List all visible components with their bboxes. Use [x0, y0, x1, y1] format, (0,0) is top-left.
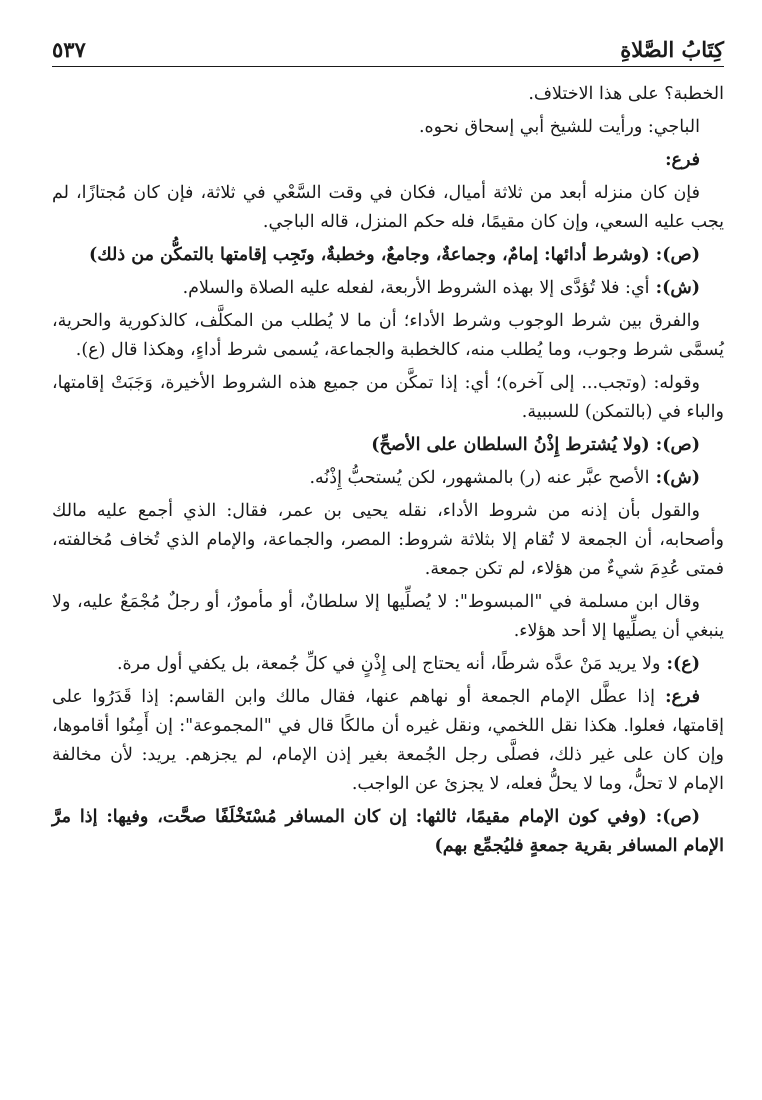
paragraph-lead: فرع: [654, 687, 700, 707]
paragraph-text: فإن كان منزله أبعد من ثلاثة أميال، فكان في وقت السَّعْي في ثلاثة، فإن كان مُجتازًا، لم يجب عليه السعي، وإن كان مقيمًا، فله حكم المنزل، قاله الباجي. [52, 183, 724, 232]
paragraph-lead: (ص): [649, 245, 700, 265]
paragraph [52, 683, 724, 799]
paragraph [52, 803, 724, 861]
running-header [52, 28, 724, 67]
paragraph-text: إذا عطَّل الإمام الجمعة أو نهاهم عنها، فقال مالك وابن القاسم: إذا قَدَرُوا على إقامتها، فعلوا. هكذا نقل اللخمي، ونقل غيره أن مالكًا قال في "المجموعة": إن أَمِنُوا أقاموها، وإن كان على غير ذلك، فصلَّى رجل الجُمعة بغير إذن الإمام، لم يجزهم. يريد: لأن مخالفة الإمام لا تحلُّ، وما لا يحلُّ فعله، لا يجزئ عن الواجب. [52, 687, 724, 794]
paragraph-text: والقول بأن إذنه من شروط الأداء، نقله يحيى بن عمر، فقال: الذي أجمع عليه مالك وأصحابه، أن الجمعة لا تُقام إلا بثلاثة شروط: المصر، والجماعة، والإمام الذي تُخاف مُخالفته، فمتى عُدِمَ شيءٌ من هؤلاء، لم تكن جمعة. [52, 501, 724, 579]
paragraph-lead: (ش): [649, 468, 700, 488]
paragraph [52, 179, 724, 237]
paragraph [52, 588, 724, 646]
paragraph [52, 113, 724, 142]
paragraph [52, 146, 724, 175]
paragraph-text: وقال ابن مسلمة في "المبسوط": لا يُصلِّيها إلا سلطانٌ، أو مأمورٌ، أو رجلٌ مُجْمَعٌ عليه، ولا ينبغي أن يصلِّيها إلا أحد هؤلاء. [52, 592, 724, 641]
body-text [52, 80, 724, 865]
paragraph-lead: فرع: [665, 150, 700, 170]
paragraph-text: الأصح عبَّر عنه (ر) بالمشهور، لكن يُستحبُّ إِذْنُه. [309, 468, 650, 488]
paragraph-text: (وشرط أدائها: إمامٌ، وجماعةٌ، وجامعٌ، وخطبةٌ، وتَجِب إقامتها بالتمكُّن من ذلك) [89, 245, 650, 265]
paragraph [52, 369, 724, 427]
paragraph [52, 241, 724, 270]
paragraph-lead: (ع): [660, 654, 700, 674]
paragraph [52, 274, 724, 303]
paragraph-text: ولا يريد مَنْ عدَّه شرطًا، أنه يحتاج إلى إِذْنٍ في كلِّ جُمعة، بل يكفي أول مرة. [116, 654, 661, 674]
paragraph-text: وقوله: (وتجب... إلى آخره)؛ أي: إذا تمكَّن من جميع هذه الشروط الأخيرة، وَجَبَتْ إقامتها، والباء في (بالتمكن) للسببية. [52, 373, 724, 422]
paragraph [52, 464, 724, 493]
paragraph-text: الخطبة؟ على هذا الاختلاف. [528, 84, 724, 104]
paragraph-text: (ولا يُشترط إِذْنُ السلطان على الأصحِّ) [371, 435, 650, 455]
paragraph [52, 431, 724, 460]
paragraph-text: أي: فلا تُؤدَّى إلا بهذه الشروط الأربعة، لفعله عليه الصلاة والسلام. [182, 278, 650, 298]
paragraph [52, 497, 724, 584]
paragraph-text: والفرق بين شرط الوجوب وشرط الأداء؛ أن ما لا يُطلب من المكلَّف، كالذكورية والحرية، يُسمَّى شرط وجوب، وما يُطلب منه، كالخطبة والجماعة، يُسمى شرط أداءٍ، وهكذا قال (ع). [52, 311, 724, 360]
paragraph [52, 650, 724, 679]
paragraph-text: الباجي: ورأيت للشيخ أبي إسحاق نحوه. [418, 117, 700, 137]
paragraph [52, 307, 724, 365]
page-number: ٥٣٧ [52, 37, 86, 62]
paragraph [52, 80, 724, 109]
paragraph-lead: (ش): [649, 278, 700, 298]
paragraph-text: (وفي كون الإمام مقيمًا، ثالثها: إن كان المسافر مُسْتَخْلَفًا صحَّت، وفيها: إذا مرَّ الإمام المسافر بقرية جمعةٍ فليُجمِّع بهم) [52, 807, 724, 856]
paragraph-lead: (ص): [649, 435, 700, 455]
paragraph-lead: (ص): [646, 807, 700, 827]
book-title: كِتَابُ الصَّلاةِ [620, 37, 724, 62]
